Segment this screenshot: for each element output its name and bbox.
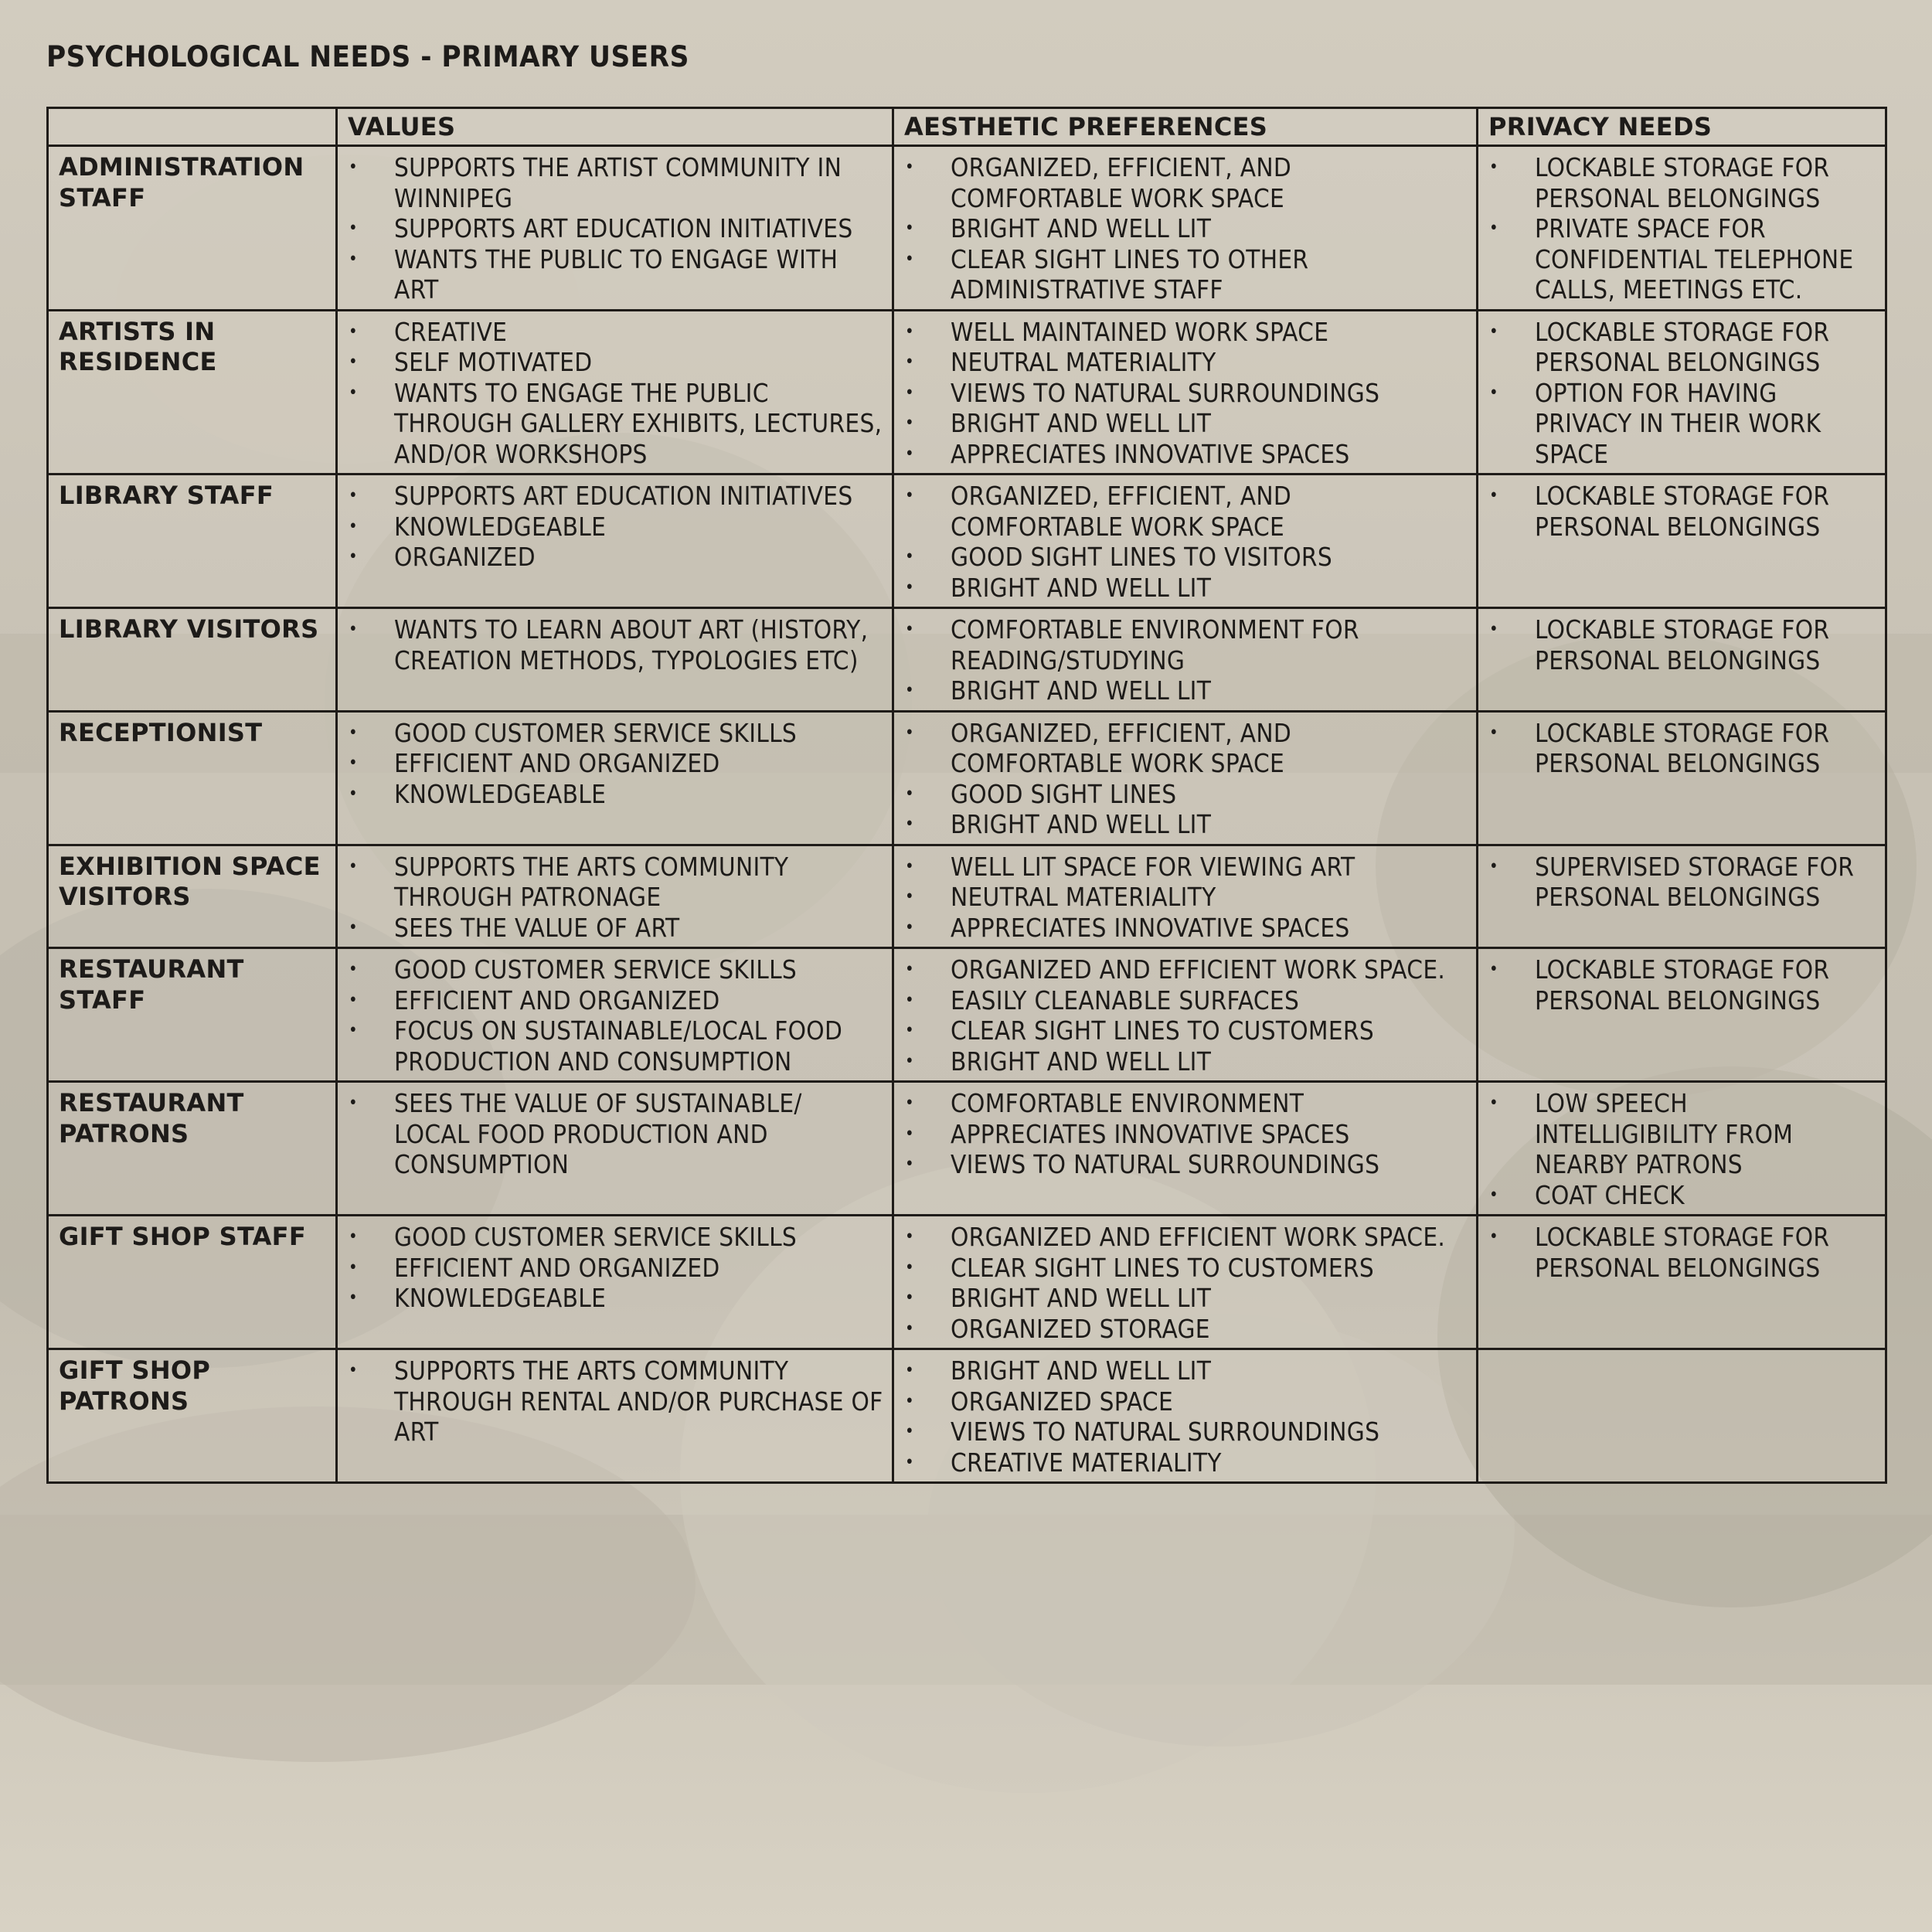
header-user	[48, 108, 337, 146]
privacy-cell	[1478, 608, 1886, 712]
list-item: • GOOD SIGHT LINES TO VISITORS	[904, 542, 1468, 573]
aesthetic-list	[904, 718, 1468, 840]
aesthetic-cell	[893, 711, 1478, 845]
list-item: • ORGANIZED, EFFICIENT, AND COMFORTABLE WORK SPACE	[904, 718, 1468, 779]
aesthetic-cell	[893, 608, 1478, 712]
aesthetic-list	[904, 954, 1468, 1077]
list-item: • APPRECIATES INNOVATIVE SPACES	[904, 439, 1468, 470]
list-item: • ORGANIZED AND EFFICIENT WORK SPACE.	[904, 954, 1468, 985]
aesthetic-list	[904, 152, 1468, 305]
aesthetic-cell	[893, 1216, 1478, 1349]
privacy-cell	[1478, 845, 1886, 948]
privacy-cell	[1478, 1082, 1886, 1216]
list-item: • SEES THE VALUE OF SUSTAINABLE/ LOCAL FOOD PRODUCTION AND CONSUMPTION	[348, 1088, 884, 1180]
table-row	[48, 474, 1886, 608]
list-item: • SELF MOTIVATED	[348, 347, 884, 378]
list-item: • COMFORTABLE ENVIRONMENT	[904, 1088, 1468, 1119]
privacy-list	[1488, 1222, 1877, 1283]
list-item: • BRIGHT AND WELL LIT	[904, 408, 1468, 439]
values-cell	[337, 711, 893, 845]
privacy-list	[1488, 152, 1877, 305]
list-item: • LOCKABLE STORAGE FOR PERSONAL BELONGINGS	[1488, 954, 1877, 1015]
privacy-list	[1488, 718, 1877, 779]
list-item: • ORGANIZED, EFFICIENT, AND COMFORTABLE WORK SPACE	[904, 152, 1468, 213]
list-item: • SUPPORTS THE ARTS COMMUNITY THROUGH RENTAL AND/OR PURCHASE OF ART	[348, 1355, 884, 1447]
table-row	[48, 1349, 1886, 1483]
list-item: • BRIGHT AND WELL LIT	[904, 213, 1468, 244]
list-item: • VIEWS TO NATURAL SURROUNDINGS	[904, 1149, 1468, 1180]
list-item: • LOCKABLE STORAGE FOR PERSONAL BELONGINGS	[1488, 614, 1877, 675]
list-item: • LOCKABLE STORAGE FOR PERSONAL BELONGINGS	[1488, 481, 1877, 542]
values-cell	[337, 948, 893, 1082]
list-item: • SUPERVISED STORAGE FOR PERSONAL BELONGINGS	[1488, 852, 1877, 913]
list-item: • LOW SPEECH INTELLIGIBILITY FROM NEARBY PATRONS	[1488, 1088, 1877, 1180]
table-row	[48, 845, 1886, 948]
privacy-cell	[1478, 1349, 1886, 1483]
header-row	[48, 108, 1886, 146]
values-cell	[337, 845, 893, 948]
list-item: • WELL MAINTAINED WORK SPACE	[904, 317, 1468, 348]
aesthetic-cell	[893, 1082, 1478, 1216]
aesthetic-cell	[893, 146, 1478, 311]
table-row	[48, 1082, 1886, 1216]
privacy-list	[1488, 1088, 1877, 1210]
values-cell	[337, 1082, 893, 1216]
values-list	[348, 1222, 884, 1314]
list-item: • COAT CHECK	[1488, 1180, 1877, 1211]
list-item: • BRIGHT AND WELL LIT	[904, 1283, 1468, 1314]
values-cell	[337, 1216, 893, 1349]
list-item: • SEES THE VALUE OF ART	[348, 913, 884, 944]
list-item: • ORGANIZED, EFFICIENT, AND COMFORTABLE WORK SPACE	[904, 481, 1468, 542]
privacy-list	[1488, 614, 1877, 675]
values-cell	[337, 474, 893, 608]
header-privacy-needs: PRIVACY NEEDS	[1478, 108, 1886, 146]
table-row	[48, 1216, 1886, 1349]
list-item: • GOOD SIGHT LINES	[904, 779, 1468, 810]
psychological-needs-table	[46, 107, 1887, 1484]
table-row	[48, 146, 1886, 311]
privacy-cell	[1478, 146, 1886, 311]
list-item: • SUPPORTS ART EDUCATION INITIATIVES	[348, 213, 884, 244]
list-item: • NEUTRAL MATERIALITY	[904, 882, 1468, 913]
list-item: • GOOD CUSTOMER SERVICE SKILLS	[348, 718, 884, 749]
list-item: • BRIGHT AND WELL LIT	[904, 1046, 1468, 1077]
list-item: • SUPPORTS THE ARTIST COMMUNITY IN WINNIPEG	[348, 152, 884, 213]
list-item: • WANTS TO LEARN ABOUT ART (HISTORY, CREATION METHODS, TYPOLOGIES ETC)	[348, 614, 884, 675]
list-item: • EFFICIENT AND ORGANIZED	[348, 1253, 884, 1284]
aesthetic-list	[904, 1355, 1468, 1478]
list-item: • SUPPORTS THE ARTS COMMUNITY THROUGH PATRONAGE	[348, 852, 884, 913]
list-item: • OPTION FOR HAVING PRIVACY IN THEIR WORK SPACE	[1488, 378, 1877, 470]
list-item: • ORGANIZED	[348, 542, 884, 573]
list-item: • ORGANIZED SPACE	[904, 1386, 1468, 1417]
values-cell	[337, 1349, 893, 1483]
user-group-label: ARTISTS IN RESIDENCE	[48, 310, 337, 474]
list-item: • LOCKABLE STORAGE FOR PERSONAL BELONGINGS	[1488, 1222, 1877, 1283]
header-aesthetic-preferences: AESTHETIC PREFERENCES	[893, 108, 1478, 146]
aesthetic-cell	[893, 845, 1478, 948]
page-title: PSYCHOLOGICAL NEEDS - PRIMARY USERS	[46, 40, 689, 73]
list-item: • CLEAR SIGHT LINES TO OTHER ADMINISTRATIVE STAFF	[904, 244, 1468, 305]
aesthetic-cell	[893, 948, 1478, 1082]
privacy-cell	[1478, 1216, 1886, 1349]
list-item: • EFFICIENT AND ORGANIZED	[348, 748, 884, 779]
aesthetic-list	[904, 614, 1468, 706]
values-cell	[337, 608, 893, 712]
privacy-cell	[1478, 711, 1886, 845]
list-item: • VIEWS TO NATURAL SURROUNDINGS	[904, 378, 1468, 409]
values-cell	[337, 146, 893, 311]
user-group-label: EXHIBITION SPACE VISITORS	[48, 845, 337, 948]
user-group-label: GIFT SHOP STAFF	[48, 1216, 337, 1349]
user-group-label: ADMINISTRATION STAFF	[48, 146, 337, 311]
list-item: • KNOWLEDGEABLE	[348, 779, 884, 810]
list-item: • APPRECIATES INNOVATIVE SPACES	[904, 1119, 1468, 1150]
privacy-list	[1488, 852, 1877, 913]
header-values: VALUES	[337, 108, 893, 146]
list-item: • LOCKABLE STORAGE FOR PERSONAL BELONGINGS	[1488, 152, 1877, 213]
values-list	[348, 852, 884, 944]
list-item: • WANTS TO ENGAGE THE PUBLIC THROUGH GALLERY EXHIBITS, LECTURES, AND/OR WORKSHOPS	[348, 378, 884, 470]
list-item: • BRIGHT AND WELL LIT	[904, 809, 1468, 840]
list-item: • BRIGHT AND WELL LIT	[904, 1355, 1468, 1386]
list-item: • BRIGHT AND WELL LIT	[904, 573, 1468, 604]
list-item: • EASILY CLEANABLE SURFACES	[904, 985, 1468, 1016]
aesthetic-cell	[893, 474, 1478, 608]
list-item: • BRIGHT AND WELL LIT	[904, 675, 1468, 706]
aesthetic-list	[904, 317, 1468, 470]
list-item: • WANTS THE PUBLIC TO ENGAGE WITH ART	[348, 244, 884, 305]
aesthetic-list	[904, 1222, 1468, 1344]
privacy-cell	[1478, 474, 1886, 608]
values-list	[348, 481, 884, 573]
list-item: • CLEAR SIGHT LINES TO CUSTOMERS	[904, 1253, 1468, 1284]
list-item: • COMFORTABLE ENVIRONMENT FOR READING/STUDYING	[904, 614, 1468, 675]
table-row	[48, 608, 1886, 712]
list-item: • WELL LIT SPACE FOR VIEWING ART	[904, 852, 1468, 883]
values-list	[348, 614, 884, 675]
table-row	[48, 310, 1886, 474]
privacy-list	[1488, 954, 1877, 1015]
list-item: • GOOD CUSTOMER SERVICE SKILLS	[348, 954, 884, 985]
list-item: • CREATIVE	[348, 317, 884, 348]
values-list	[348, 152, 884, 305]
user-group-label: LIBRARY VISITORS	[48, 608, 337, 712]
list-item: • NEUTRAL MATERIALITY	[904, 347, 1468, 378]
aesthetic-list	[904, 1088, 1468, 1180]
list-item: • SUPPORTS ART EDUCATION INITIATIVES	[348, 481, 884, 512]
list-item: • GOOD CUSTOMER SERVICE SKILLS	[348, 1222, 884, 1253]
list-item: • EFFICIENT AND ORGANIZED	[348, 985, 884, 1016]
list-item: • LOCKABLE STORAGE FOR PERSONAL BELONGINGS	[1488, 718, 1877, 779]
aesthetic-list	[904, 481, 1468, 603]
privacy-cell	[1478, 948, 1886, 1082]
privacy-list	[1488, 481, 1877, 542]
values-list	[348, 317, 884, 470]
table-row	[48, 948, 1886, 1082]
user-group-label: GIFT SHOP PATRONS	[48, 1349, 337, 1483]
list-item: • PRIVATE SPACE FOR CONFIDENTIAL TELEPHONE CALLS, MEETINGS ETC.	[1488, 213, 1877, 305]
list-item: • KNOWLEDGEABLE	[348, 1283, 884, 1314]
privacy-cell	[1478, 310, 1886, 474]
privacy-list	[1488, 317, 1877, 470]
values-list	[348, 1088, 884, 1180]
list-item: • LOCKABLE STORAGE FOR PERSONAL BELONGINGS	[1488, 317, 1877, 378]
list-item: • KNOWLEDGEABLE	[348, 512, 884, 543]
user-group-label: RESTAURANT PATRONS	[48, 1082, 337, 1216]
list-item: • FOCUS ON SUSTAINABLE/LOCAL FOOD PRODUCTION AND CONSUMPTION	[348, 1015, 884, 1077]
table-row	[48, 711, 1886, 845]
list-item: • CLEAR SIGHT LINES TO CUSTOMERS	[904, 1015, 1468, 1046]
list-item: • ORGANIZED STORAGE	[904, 1314, 1468, 1345]
values-list	[348, 718, 884, 810]
user-group-label: RESTAURANT STAFF	[48, 948, 337, 1082]
values-cell	[337, 310, 893, 474]
list-item: • VIEWS TO NATURAL SURROUNDINGS	[904, 1417, 1468, 1447]
list-item: • APPRECIATES INNOVATIVE SPACES	[904, 913, 1468, 944]
user-group-label: LIBRARY STAFF	[48, 474, 337, 608]
list-item: • CREATIVE MATERIALITY	[904, 1447, 1468, 1478]
aesthetic-cell	[893, 310, 1478, 474]
aesthetic-cell	[893, 1349, 1478, 1483]
values-list	[348, 954, 884, 1077]
list-item: • ORGANIZED AND EFFICIENT WORK SPACE.	[904, 1222, 1468, 1253]
user-group-label: RECEPTIONIST	[48, 711, 337, 845]
values-list	[348, 1355, 884, 1447]
aesthetic-list	[904, 852, 1468, 944]
